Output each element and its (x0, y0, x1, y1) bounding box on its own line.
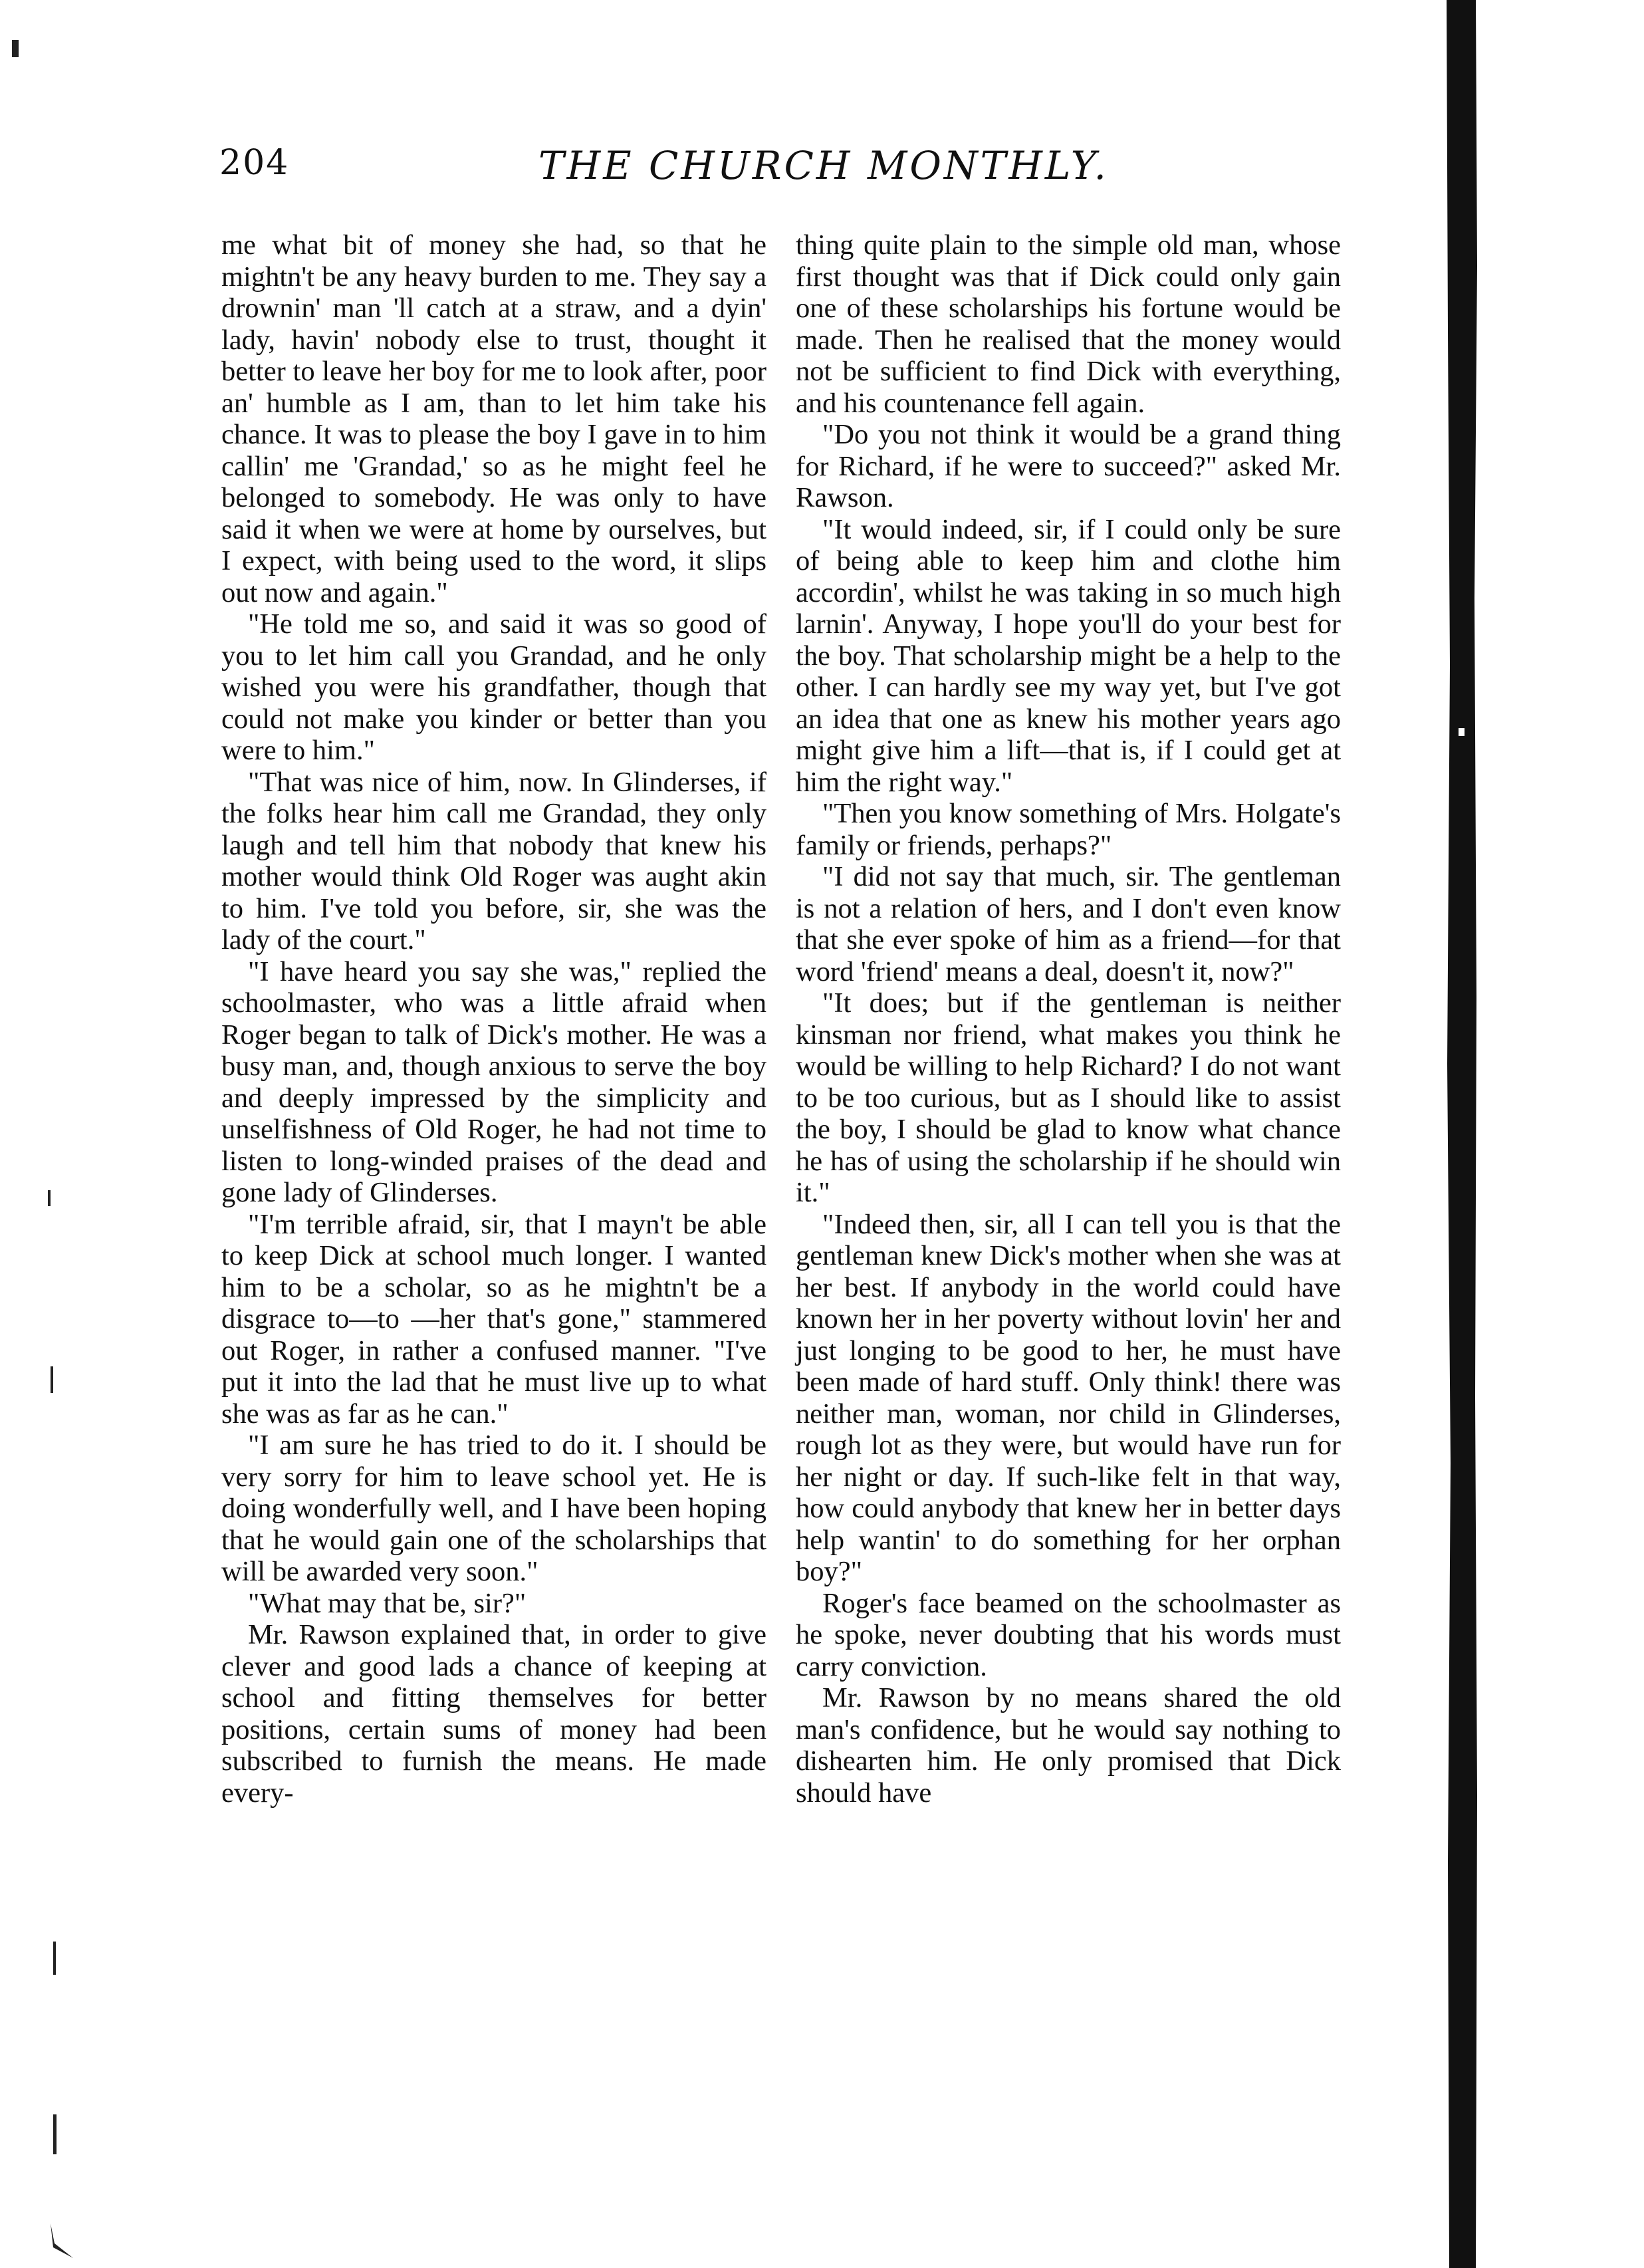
paragraph: "Do you not think it would be a grand thing for Richard, if he were to succeed?" asked Mr. Rawson. (796, 419, 1341, 513)
page-header (219, 143, 1363, 203)
paragraph: "I'm terrible afraid, sir, that I mayn't be able to keep Dick at school much longer. I wanted him to be a scholar, so as he mightn't be a disgrace to—to —her that's gone," stammered out Roger, in rather a confused manner. "I've put it into the lad that he must live up to what she was as far as he can." (221, 1208, 766, 1430)
paragraph: "It would indeed, sir, if I could only be sure of being able to keep him and clothe him accordin', whilst he was taking in so much high larnin'. Anyway, I hope you'll do your best for the boy. That scholarship might be a help to the other. I can hardly see my way yet, but I've got an idea that one as knew his mother years ago might give him a lift—that is, if I could get at him the right way." (796, 513, 1341, 798)
paragraph: "I did not say that much, sir. The gentleman is not a relation of hers, and I don't even know that she ever spoke of him as a friend—for that word 'friend' means a deal, doesn't it, now?" (796, 861, 1341, 987)
paragraph: "That was nice of him, now. In Glinderses, if the folks hear him call me Grandad, they only laugh and tell him that nobody that knew his mother would think Old Roger was aught akin to him. I've told you before, sir, she was the lady of the court." (221, 766, 766, 955)
paragraph: me what bit of money she had, so that he mightn't be any heavy burden to me. They say a drownin' man 'll catch at a straw, and a dyin' lady, havin' nobody else to trust, thought it better to leave her boy for me to look after, poor an' humble as I am, than to let him take his chance. It was to please the boy I gave in to him callin' me 'Grandad,' so as he might feel he belonged to somebody. He was only to have said it when we were at home by ourselves, but I expect, with being used to the word, it slips out now and again." (221, 229, 766, 608)
paragraph: "I am sure he has tried to do it. I should be very sorry for him to leave school yet. He is doing wonderfully well, and I have been hoping that he would gain one of the scholarships that will be awarded very soon." (221, 1430, 766, 1587)
scan-binding-edge (1441, 0, 1481, 2268)
scan-speck (48, 1190, 51, 1206)
paragraph: Mr. Rawson explained that, in order to give clever and good lads a chance of keeping at school and fitting themselves for better positions, certain sums of money had been subscribed to furnish the means. He made every- (221, 1619, 766, 1809)
paragraph: "What may that be, sir?" (248, 1587, 527, 1619)
scan-speck (53, 1942, 56, 1975)
page-number: 204 (219, 143, 290, 183)
scan-speck (47, 2221, 86, 2261)
text-column-left (221, 229, 766, 1809)
paragraph: thing quite plain to the simple old man, whose first thought was that if Dick could only gain one of these scholarships his fortune would be made. Then he realised that the money would not be sufficient to find Dick with everything, and his countenance fell again. (796, 229, 1341, 419)
scan-speck (51, 1366, 53, 1393)
scan-speck (53, 2114, 57, 2154)
text-column-right (796, 229, 1341, 1809)
running-title: THE CHURCH MONTHLY. (538, 143, 1109, 188)
scan-speck (12, 40, 19, 57)
paragraph: "Then you know something of Mrs. Holgate's family or friends, perhaps?" (796, 798, 1341, 861)
paragraph: "He told me so, and said it was so good of you to let him call you Grandad, and he only wished you were his grandfather, though that could not make you kinder or better than you were to him." (221, 608, 766, 766)
paragraph: Roger's face beamed on the schoolmaster as he spoke, never doubting that his words must carry conviction. (796, 1587, 1341, 1682)
paragraph: "Indeed then, sir, all I can tell you is that the gentleman knew Dick's mother when she was at her best. If anybody in the world could have known her in her poverty without lovin' her and just longing to be good to her, he must have been made of hard stuff. Only think! there was neither man, woman, nor child in Glinderses, rough lot as they were, but would have run for her night or day. If such-like felt in that way, how could anybody that knew her in better days help wantin' to do something for her orphan boy?" (796, 1208, 1341, 1587)
paragraph: "I have heard you say she was," replied the schoolmaster, who was a little afraid when Roger began to talk of Dick's mother. He was a busy man, and, though anxious to serve the boy and deeply impressed by the simplicity and unselfishness of Old Roger, he had not time to listen to long-winded praises of the dead and gone lady of Glinderses. (221, 955, 766, 1208)
paragraph: Mr. Rawson by no means shared the old man's confidence, but he would say nothing to dishearten him. He only promised that Dick should have (796, 1682, 1341, 1809)
paragraph: "It does; but if the gentleman is neither kinsman nor friend, what makes you think he would be willing to help Richard? I do not want to be too curious, but as I should like to assist the boy, I should be glad to know what chance he has of using the scholarship if he should win it." (796, 987, 1341, 1208)
